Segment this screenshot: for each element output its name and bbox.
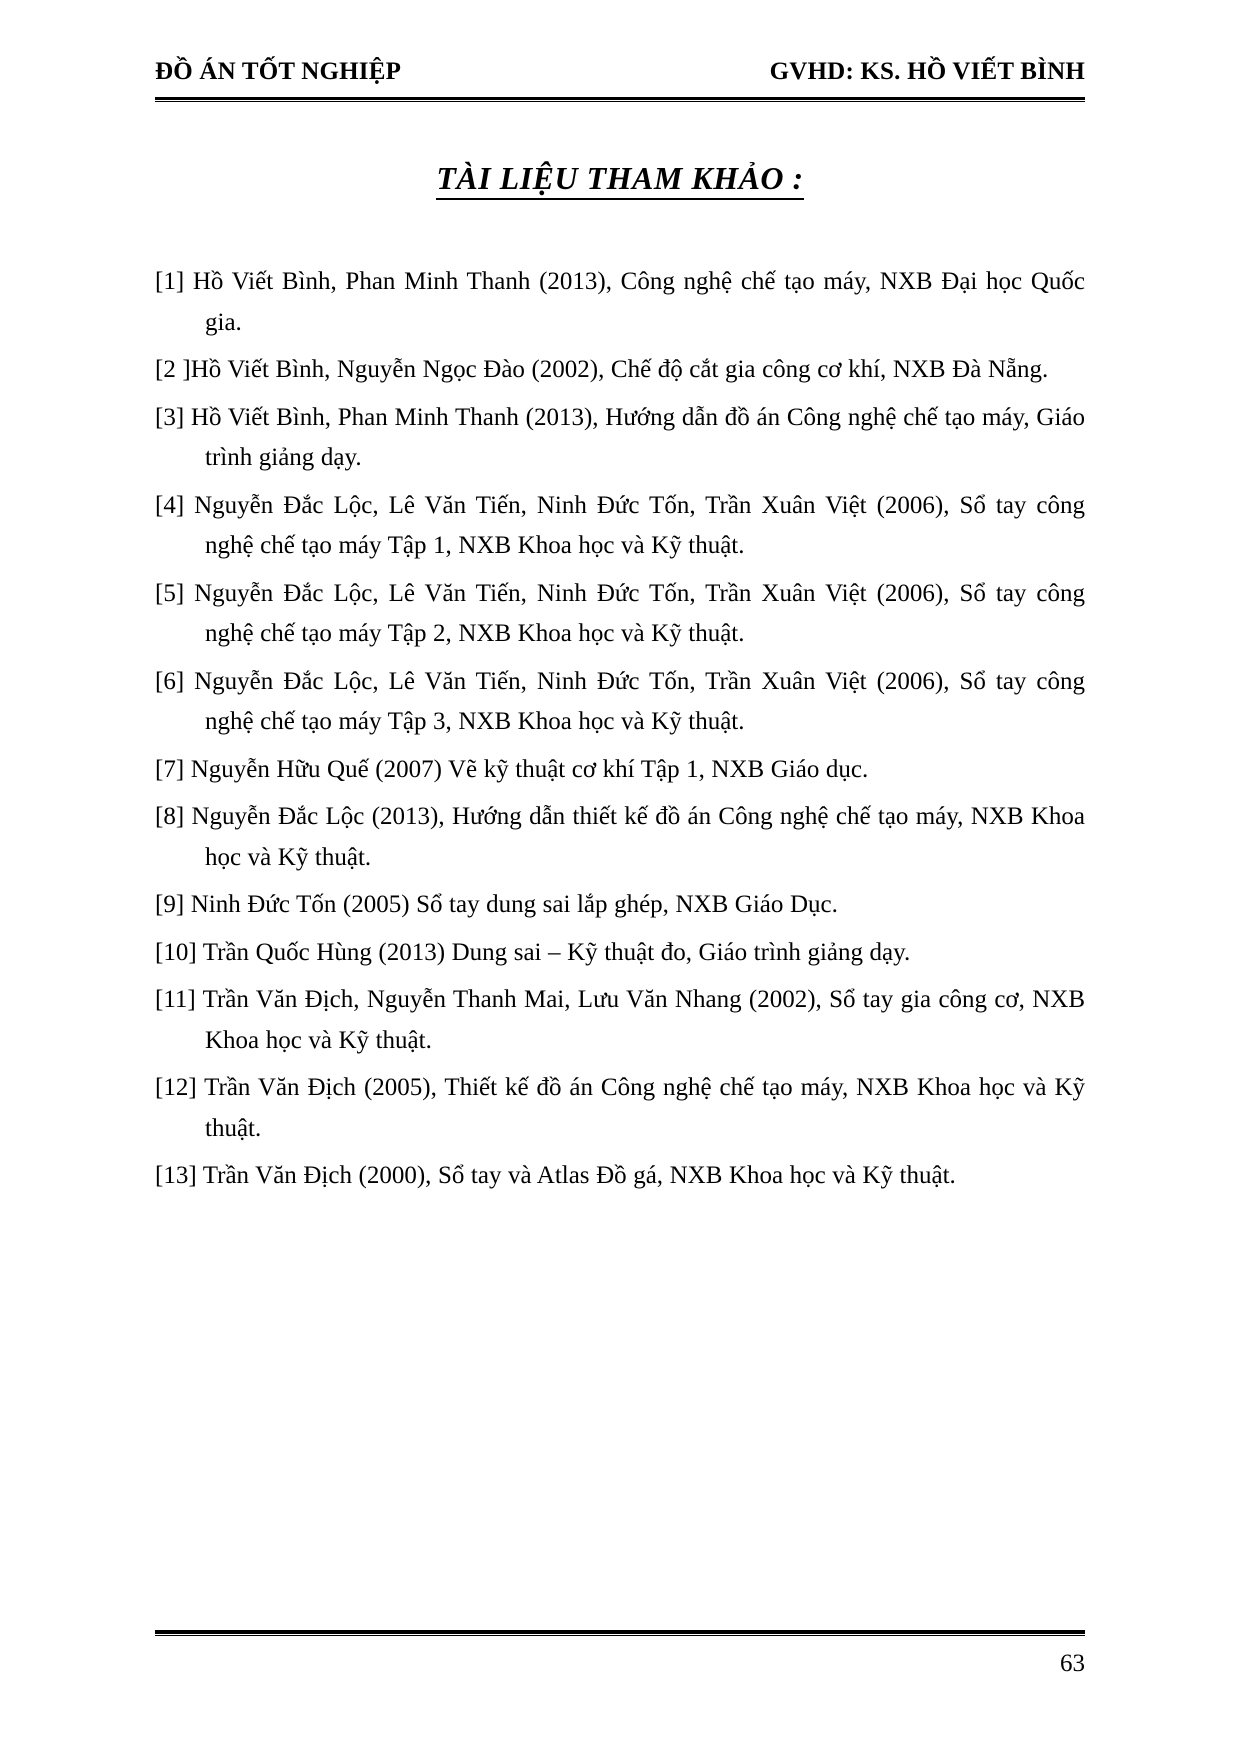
list-item: [3] Hồ Viết Bình, Phan Minh Thanh (2013), Hướng dẫn đồ án Công nghệ chế tạo máy, Giáo trình giảng dạy. bbox=[155, 403, 1085, 471]
list-item: [8] Nguyễn Đắc Lộc (2013), Hướng dẫn thiết kế đồ án Công nghệ chế tạo máy, NXB Khoa học và Kỹ thuật. bbox=[155, 803, 1085, 871]
list-item: [9] Ninh Đức Tốn (2005) Sổ tay dung sai lắp ghép, NXB Giáo Dục. bbox=[155, 891, 838, 918]
list-item: [6] Nguyễn Đắc Lộc, Lê Văn Tiến, Ninh Đức Tốn, Trần Xuân Việt (2006), Sổ tay công nghệ chế tạo máy Tập 3, NXB Khoa học và Kỹ thuật. bbox=[155, 667, 1085, 735]
page-title bbox=[0, 160, 1240, 197]
list-item: [4] Nguyễn Đắc Lộc, Lê Văn Tiến, Ninh Đức Tốn, Trần Xuân Việt (2006), Sổ tay công nghệ chế tạo máy Tập 1, NXB Khoa học và Kỹ thuật. bbox=[155, 491, 1085, 559]
header-left-title: ĐỒ ÁN TỐT NGHIỆP bbox=[155, 58, 402, 85]
footer-divider bbox=[155, 1630, 1085, 1636]
list-item: [2 ]Hồ Viết Bình, Nguyễn Ngọc Đào (2002), Chế độ cắt gia công cơ khí, NXB Đà Nẵng. bbox=[155, 356, 1049, 383]
list-item: [7] Nguyễn Hữu Quế (2007) Vẽ kỹ thuật cơ khí Tập 1, NXB Giáo dục. bbox=[155, 755, 869, 783]
list-item: [1] Hồ Viết Bình, Phan Minh Thanh (2013), Công nghệ chế tạo máy, NXB Đại học Quốc gia. bbox=[155, 268, 1085, 336]
list-item: [12] Trần Văn Địch (2005), Thiết kế đồ án Công nghệ chế tạo máy, NXB Khoa học và Kỹ thuật. bbox=[155, 1074, 1085, 1142]
page-header bbox=[155, 58, 1085, 86]
list-item: [5] Nguyễn Đắc Lộc, Lê Văn Tiến, Ninh Đức Tốn, Trần Xuân Việt (2006), Sổ tay công nghệ chế tạo máy Tập 2, NXB Khoa học và Kỹ thuật. bbox=[155, 579, 1085, 647]
page-title-text: TÀI LIỆU THAM KHẢO : bbox=[436, 160, 803, 200]
header-divider bbox=[155, 97, 1085, 102]
reference-list bbox=[155, 262, 1085, 1204]
list-item: [10] Trần Quốc Hùng (2013) Dung sai – Kỹ thuật đo, Giáo trình giảng dạy. bbox=[155, 938, 911, 966]
page-number: 63 bbox=[1060, 1650, 1085, 1677]
list-item: [13] Trần Văn Địch (2000), Sổ tay và Atlas Đồ gá, NXB Khoa học và Kỹ thuật. bbox=[155, 1162, 956, 1189]
list-item: [11] Trần Văn Địch, Nguyễn Thanh Mai, Lưu Văn Nhang (2002), Sổ tay gia công cơ, NXB Khoa học và Kỹ thuật. bbox=[155, 986, 1085, 1054]
header-right-title: GVHD: KS. HỒ VIẾT BÌNH bbox=[769, 58, 1085, 85]
